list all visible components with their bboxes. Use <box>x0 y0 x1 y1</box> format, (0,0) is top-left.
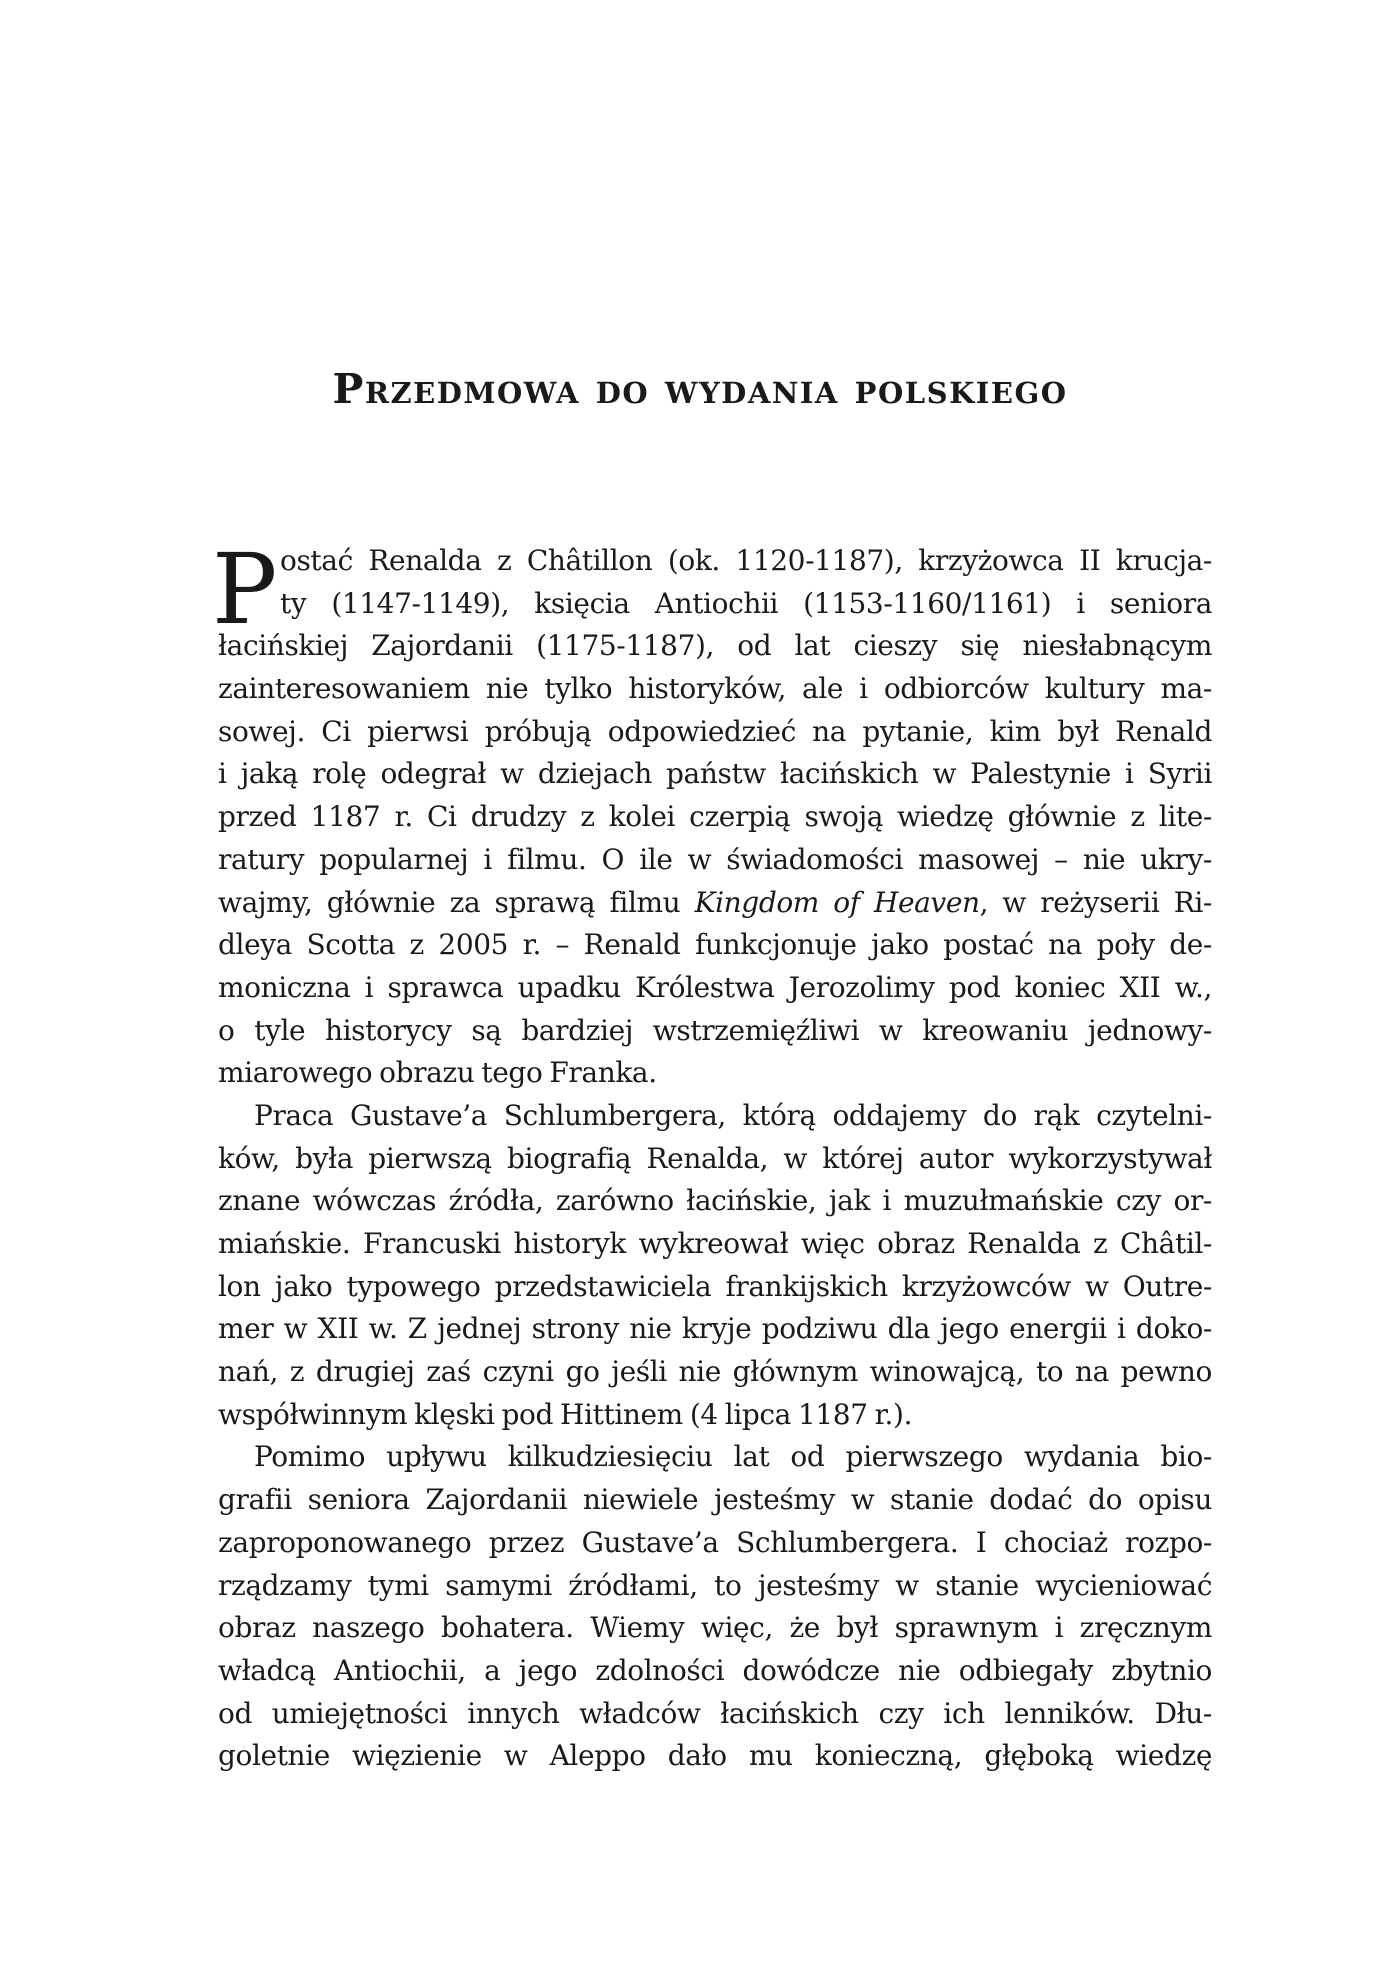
text-line: lon jako typowego przedstawiciela frankijskich krzyżowców w Outre- <box>218 1269 1212 1303</box>
text-line: nań, z drugiej zaś czyni go jeśli nie głównym winowajcą, to na pewno <box>218 1355 1212 1389</box>
text-line: grafii seniora Zajordanii niewiele jesteśmy w stanie dodać do opisu <box>218 1483 1212 1517</box>
text-line: współwinnym klęski pod Hittinem (4 lipca 1187 r.). <box>218 1397 913 1431</box>
text-line: ratury popularnej i filmu. O ile w świadomości masowej – nie ukry- <box>218 842 1212 876</box>
text-line: zaproponowanego przez Gustave’a Schlumbergera. I chociaż rozpo- <box>218 1525 1212 1559</box>
text-line: zainteresowaniem nie tylko historyków, ale i odbiorców kultury ma- <box>218 672 1212 706</box>
text-line: mer w XII w. Z jednej strony nie kryje podziwu dla jego energii i doko- <box>218 1312 1212 1346</box>
text-line: goletnie więzienie w Aleppo dało mu konieczną, głęboką wiedzę <box>218 1739 1212 1773</box>
text-line: moniczna i sprawca upadku Królestwa Jerozolimy pod koniec XII w., <box>218 970 1212 1004</box>
text-line: miarowego obrazu tego Franka. <box>218 1056 657 1090</box>
text-line: ków, była pierwszą biografią Renalda, w której autor wykorzystywał <box>218 1141 1212 1175</box>
drop-cap: P <box>212 533 278 646</box>
text-line: sowej. Ci pierwsi próbują odpowiedzieć na pytanie, kim był Renald <box>218 714 1212 748</box>
film-title: Kingdom of Heaven <box>694 885 980 919</box>
text-line: Praca Gustave’a Schlumbergera, którą oddajemy do rąk czytelni- <box>254 1098 1212 1132</box>
text-line: dleya Scotta z 2005 r. – Renald funkcjonuje jako postać na poły de- <box>218 928 1212 962</box>
text-line <box>218 882 1212 925</box>
text-line: łacińskiej Zajordanii (1175-1187), od lat cieszy się niesłabnącym <box>218 629 1212 663</box>
text-line: Pomimo upływu kilkudziesięciu lat od pierwszego wydania bio- <box>254 1440 1212 1474</box>
text-line: miańskie. Francuski historyk wykreował więc obraz Renalda z Châtil- <box>218 1227 1212 1260</box>
text-line: i jaką rolę odegrał w dziejach państw łacińskich w Palestynie i Syrii <box>218 757 1212 791</box>
text-line: władcą Antiochii, a jego zdolności dowódcze nie odbiegały zbytnio <box>218 1653 1212 1687</box>
text-segment: wajmy, głównie za sprawą filmu <box>218 885 695 919</box>
text-line: ty (1147-1149), księcia Antiochii (1153-1160/1161) i seniora <box>280 586 1212 620</box>
text-line: przed 1187 r. Ci drudzy z kolei czerpią swoją wiedzę głównie z lite- <box>218 800 1212 834</box>
page-title: Przedmowa do wydania polskiego <box>332 365 1068 413</box>
text-line: rządzamy tymi samymi źródłami, to jesteśmy w stanie wycieniować <box>218 1568 1212 1602</box>
body-text <box>212 533 1212 1778</box>
text-segment: , w reżyserii Ri- <box>979 885 1212 919</box>
text-line: o tyle historycy są bardziej wstrzemięźliwi w kreowaniu jednowy- <box>218 1013 1212 1047</box>
text-line: obraz naszego bohatera. Wiemy więc, że był sprawnym i zręcznym <box>218 1611 1212 1645</box>
text-line: ostać Renalda z Châtillon (ok. 1120-1187), krzyżowca II krucja- <box>280 544 1212 577</box>
text-line: znane wówczas źródła, zarówno łacińskie, jak i muzułmańskie czy or- <box>218 1184 1212 1218</box>
text-line: od umiejętności innych władców łacińskich czy ich lenników. Dłu- <box>218 1696 1212 1730</box>
